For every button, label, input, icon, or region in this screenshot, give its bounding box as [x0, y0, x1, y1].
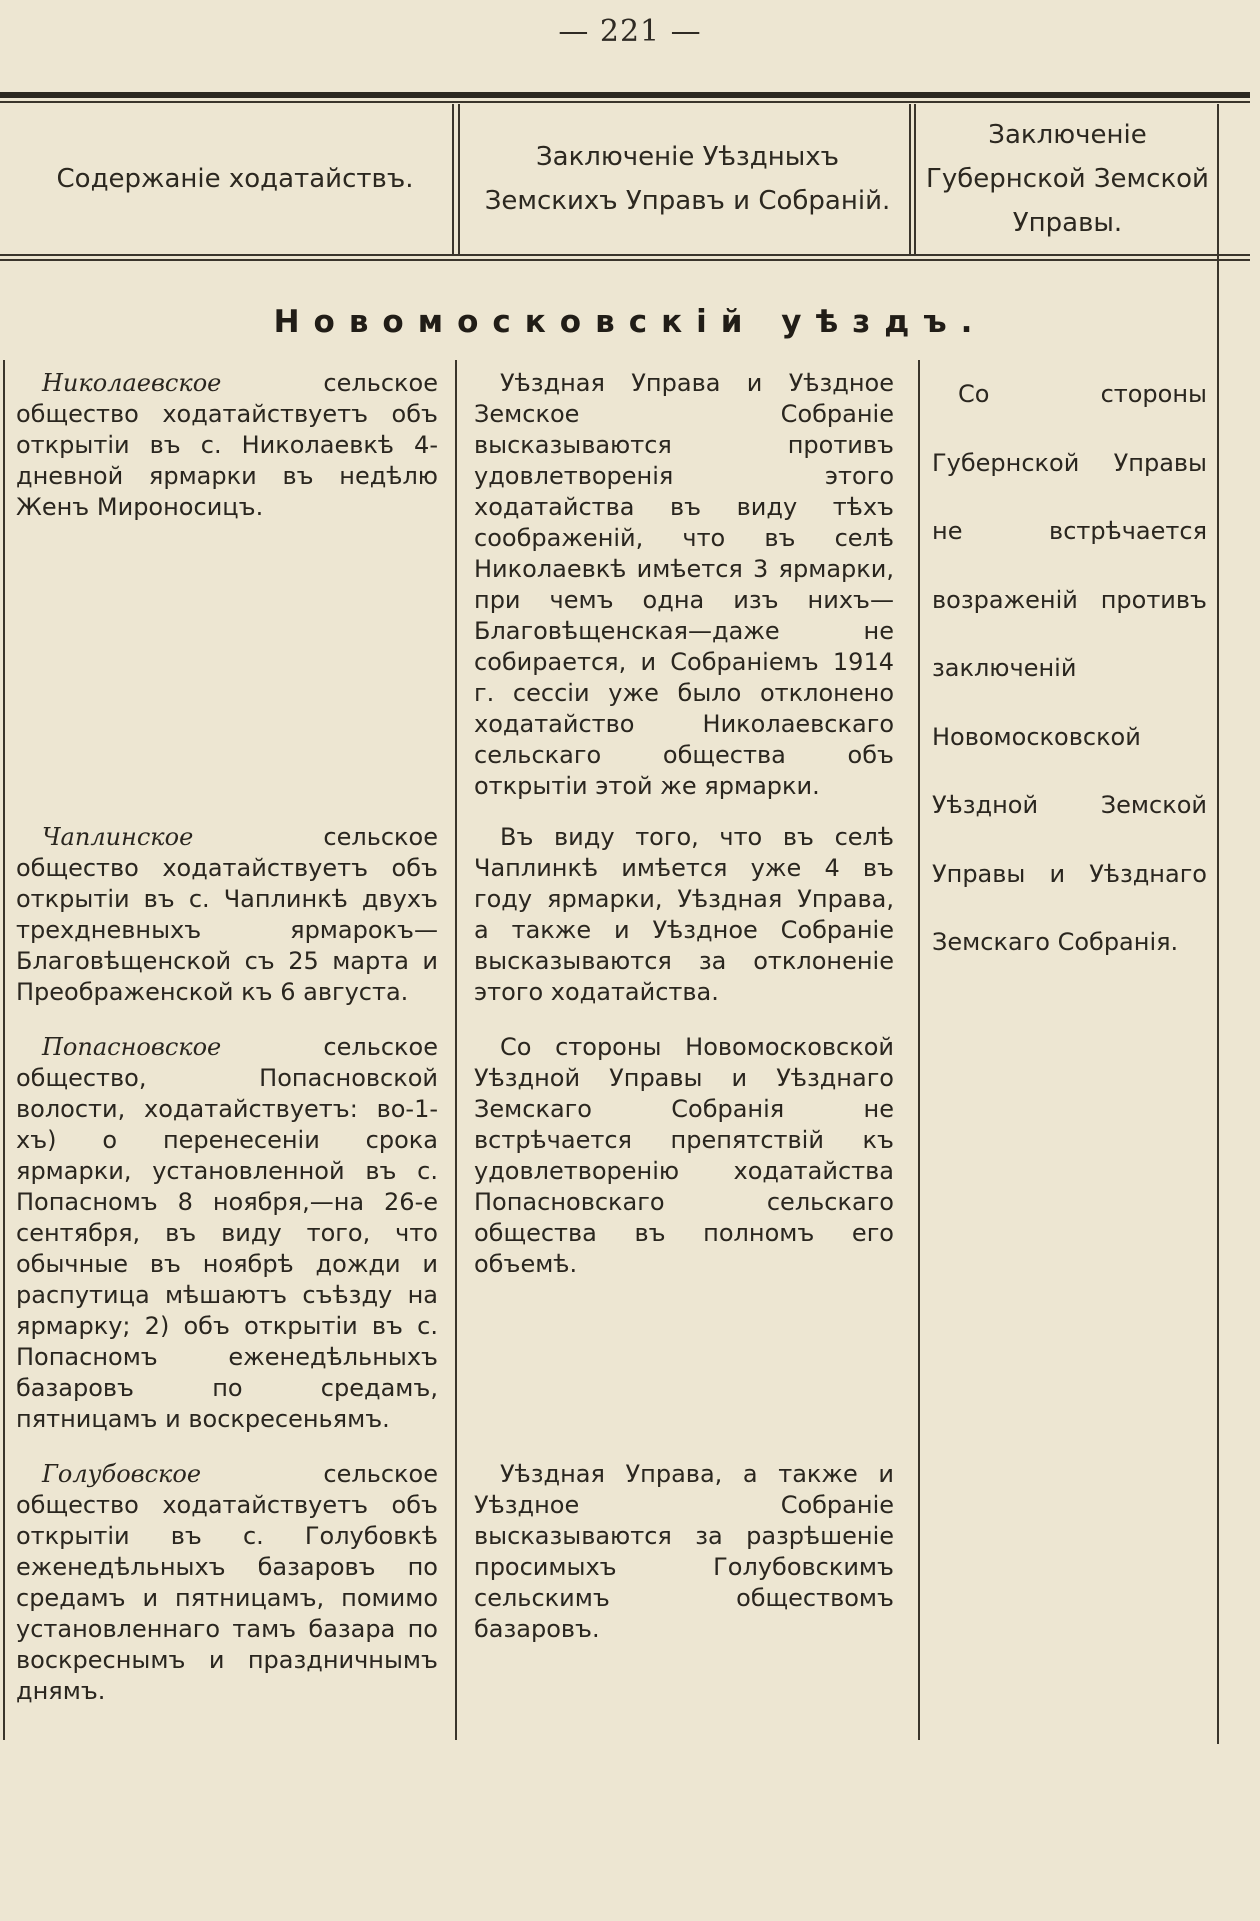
district-conclusion-1: [474, 368, 894, 802]
right-border: [1217, 104, 1219, 1744]
district-conclusion-1-text: Уѣздная Управа и Уѣздное Земское Собраніе высказываются противъ удовлетворенія этого ходатайства въ виду тѣхъ соображеній, что въ селѣ Николаевкѣ имѣется 3 ярмарки, при чемъ одна изъ нихъ— Благовѣщенская—даже не собирается, и Собраніемъ 1914 г. сессіи уже было отклонено ходатайство Николаевскаго сельскаго общества объ открытіи этой же ярмарки.: [474, 369, 894, 800]
header-divider-2b: [914, 104, 916, 254]
district-conclusion-4-text: Уѣздная Управа, а также и Уѣздное Собраніе высказываются за разрѣшеніе просимыхъ Голубовскимъ сельскимъ обществомъ базаровъ.: [474, 1460, 894, 1643]
body-divider-2: [918, 360, 920, 1740]
header-col-petitions: Содержаніе ходатайствъ.: [56, 164, 414, 194]
district-conclusion-4: [474, 1459, 894, 1645]
petition-3-text: сельское общество, Попасновской волости, ходатайствуетъ: во-1-хъ) о перенесеніи срока ярмарки, установленной въ с. Попасномъ 8 ноября,—на 26-е сентября, въ виду того, что обычные въ ноябрѣ дожди и распутица мѣшаютъ съѣзду на ярмарку; 2) объ открытіи въ с. Попасномъ еженедѣльныхъ базаровъ по средамъ, пятницамъ и воскресеньямъ.: [16, 1033, 438, 1433]
petition-3-name: Попасновское: [42, 1033, 222, 1061]
header-divider-2: [909, 104, 911, 254]
petition-4: [16, 1459, 438, 1707]
body-divider-1: [455, 360, 457, 1740]
petition-2-name: Чаплинское: [42, 823, 194, 851]
petition-4-name: Голубовское: [42, 1460, 202, 1488]
district-conclusion-3: [474, 1032, 894, 1280]
header-bottom-rule: [0, 254, 1250, 256]
left-border: [3, 360, 5, 1740]
header-bottom-rule-2: [0, 259, 1250, 261]
petition-1: [16, 368, 438, 523]
provincial-conclusion: [932, 360, 1207, 977]
header-col-provincial-conclusion: Заключеніе Губернской Земской Управы.: [926, 120, 1209, 238]
header-divider-1: [452, 104, 454, 254]
page-number: — 221 —: [558, 14, 702, 49]
header-divider-1b: [458, 104, 460, 254]
header-col-district-conclusions: Заключеніе Уѣздныхъ Земскихъ Управъ и Собраній.: [484, 142, 891, 216]
petition-3: [16, 1032, 438, 1435]
top-thin-rule: [0, 101, 1250, 103]
provincial-conclusion-text: Со стороны Губернской Управы не встрѣчается возраженій противъ заключеній Новомосковской Уѣздной Земской Управы и Уѣзднаго Земскаго Собранія.: [932, 380, 1207, 956]
district-conclusion-2-text: Въ виду того, что въ селѣ Чаплинкѣ имѣется уже 4 въ году ярмарки, Уѣздная Управа, а также и Уѣздное Собраніе высказываются за отклоненіе этого ходатайства.: [474, 823, 894, 1006]
petition-1-name: Николаевское: [42, 369, 222, 397]
top-thick-rule: [0, 92, 1250, 98]
petition-2-text: сельское общество ходатайствуетъ объ открытіи въ с. Чаплинкѣ двухъ трехдневныхъ ярмарокъ— Благовѣщенской съ 25 марта и Преображенской къ 6 августа.: [16, 823, 438, 1006]
district-conclusion-2: [474, 822, 894, 1008]
petition-2: [16, 822, 438, 1008]
petition-1-text: сельское общество ходатайствуетъ объ открытіи въ с. Николаевкѣ 4-дневной ярмарки въ недѣлю Женъ Мироносицъ.: [16, 369, 438, 521]
district-conclusion-3-text: Со стороны Новомосковской Уѣздной Управы и Уѣзднаго Земскаго Собранія не встрѣчается препятствій къ удовлетворенію ходатайства Попасновскаго сельскаго общества въ полномъ его объемѣ.: [474, 1033, 894, 1278]
section-title: Новомосковскій уѣздъ.: [273, 304, 987, 340]
petition-4-text: сельское общество ходатайствуетъ объ открытіи въ с. Голубовкѣ еженедѣльныхъ базаровъ по средамъ и пятницамъ, помимо установленнаго тамъ базара по воскреснымъ и праздничнымъ днямъ.: [16, 1460, 438, 1705]
